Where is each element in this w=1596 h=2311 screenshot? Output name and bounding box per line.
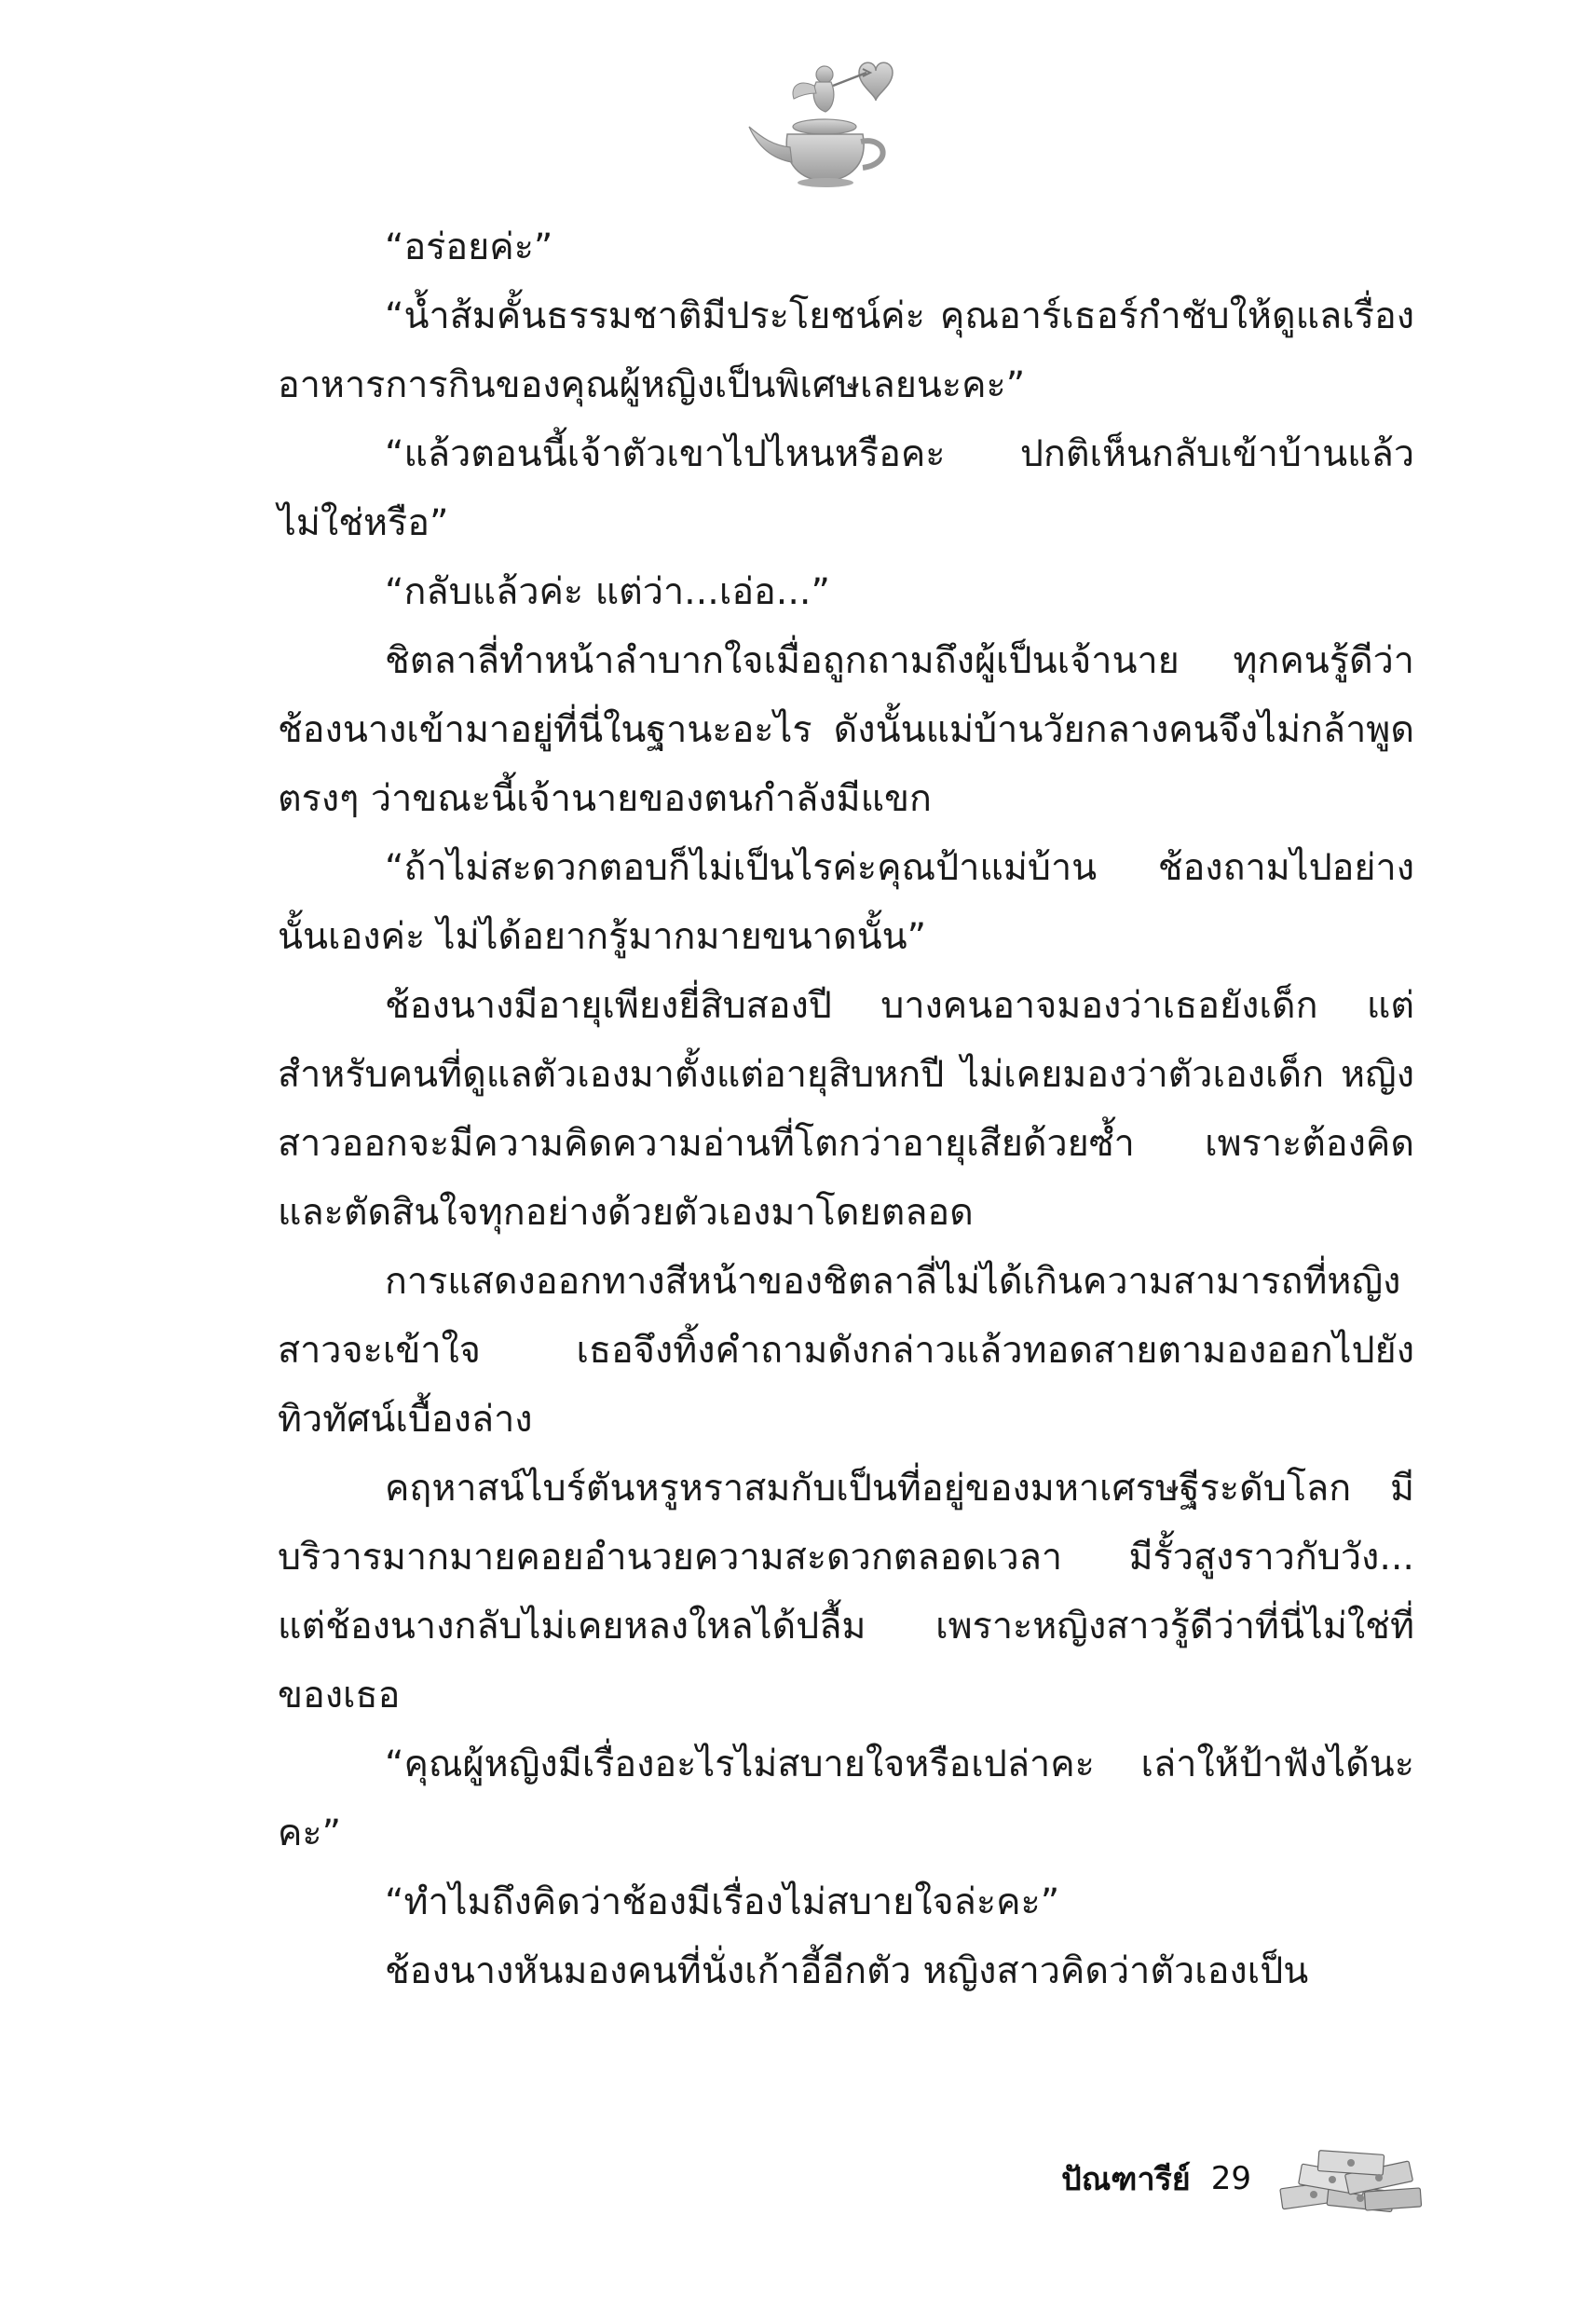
paragraph: “อร่อยค่ะ” — [385, 226, 553, 268]
chapter-body-text — [278, 212, 1414, 2005]
paragraph: ช้องนางมีอายุเพียงยี่สิบสองปี บางคนอาจมองว่าเธอยังเด็ก แต่สำหรับคนที่ดูแลตัวเองมาตั้งแต่อายุสิบหกปี ไม่เคยมองว่าตัวเองเด็ก หญิงสาวออกจะมีความคิดความอ่านที่โตกว่าอายุเสียด้วยซ้ำ เพราะต้องคิดและตัดสินใจทุกอย่างด้วยตัวเองมาโดยตลอด — [278, 984, 1414, 1234]
paragraph: “แล้วตอนนี้เจ้าตัวเขาไปไหนหรือคะ ปกติเห็นกลับเข้าบ้านแล้วไม่ใช่หรือ” — [278, 432, 1414, 544]
paragraph: ช้องนางหันมองคนที่นั่งเก้าอี้อีกตัว หญิงสาวคิดว่าตัวเองเป็น — [385, 1949, 1309, 1992]
paragraph: “ถ้าไม่สะดวกตอบก็ไม่เป็นไรค่ะคุณป้าแม่บ้าน ช้องถามไปอย่างนั้นเองค่ะ ไม่ได้อยากรู้มากมายขนาดนั้น” — [278, 846, 1414, 958]
paragraph: “ทำไมถึงคิดว่าช้องมีเรื่องไม่สบายใจล่ะคะ” — [385, 1880, 1060, 1923]
page-footer — [1061, 2141, 1430, 2216]
paragraph: การแสดงออกทางสีหน้าของชิตลาลี่ไม่ได้เกินความสามารถที่หญิงสาวจะเข้าใจ เธอจึงทิ้งคำถามดังกล่าวแล้วทอดสายตามองออกไปยังทิวทัศน์เบื้องล่าง — [278, 1260, 1414, 1441]
banknote-pile-icon — [1272, 2141, 1430, 2216]
page-number: 29 — [1210, 2160, 1251, 2197]
paragraph: “น้ำส้มคั้นธรรมชาติมีประโยชน์ค่ะ คุณอาร์เธอร์กำชับให้ดูแลเรื่องอาหารการกินของคุณผู้หญิงเป็นพิเศษเลยนะคะ” — [278, 294, 1414, 406]
paragraph: คฤหาสน์ไบร์ตันหรูหราสมกับเป็นที่อยู่ของมหาเศรษฐีระดับโลก มีบริวารมากมายคอยอำนวยความสะดวกตลอดเวลา มีรั้วสูงราวกับวัง... แต่ช้องนางกลับไม่เคยหลงใหลได้ปลื้ม เพราะหญิงสาวรู้ดีว่าที่นี่ไม่ใช่ที่ของเธอ — [278, 1467, 1414, 1716]
paragraph: ชิตลาลี่ทำหน้าลำบากใจเมื่อถูกถามถึงผู้เป็นเจ้านาย ทุกคนรู้ดีว่าช้องนางเข้ามาอยู่ที่นี่ในฐานะอะไร ดังนั้นแม่บ้านวัยกลางคนจึงไม่กล้าพูดตรงๆ ว่าขณะนี้เจ้านายของตนกำลังมีแขก — [278, 639, 1414, 820]
paragraph: “กลับแล้วค่ะ แต่ว่า...เอ่อ...” — [385, 570, 830, 613]
paragraph: “คุณผู้หญิงมีเรื่องอะไรไม่สบายใจหรือเปล่าคะ เล่าให้ป้าฟังได้นะคะ” — [278, 1743, 1414, 1854]
book-title: ปัณฑารีย์ — [1061, 2161, 1191, 2198]
cupid-teapot-ornament-icon — [736, 54, 913, 194]
